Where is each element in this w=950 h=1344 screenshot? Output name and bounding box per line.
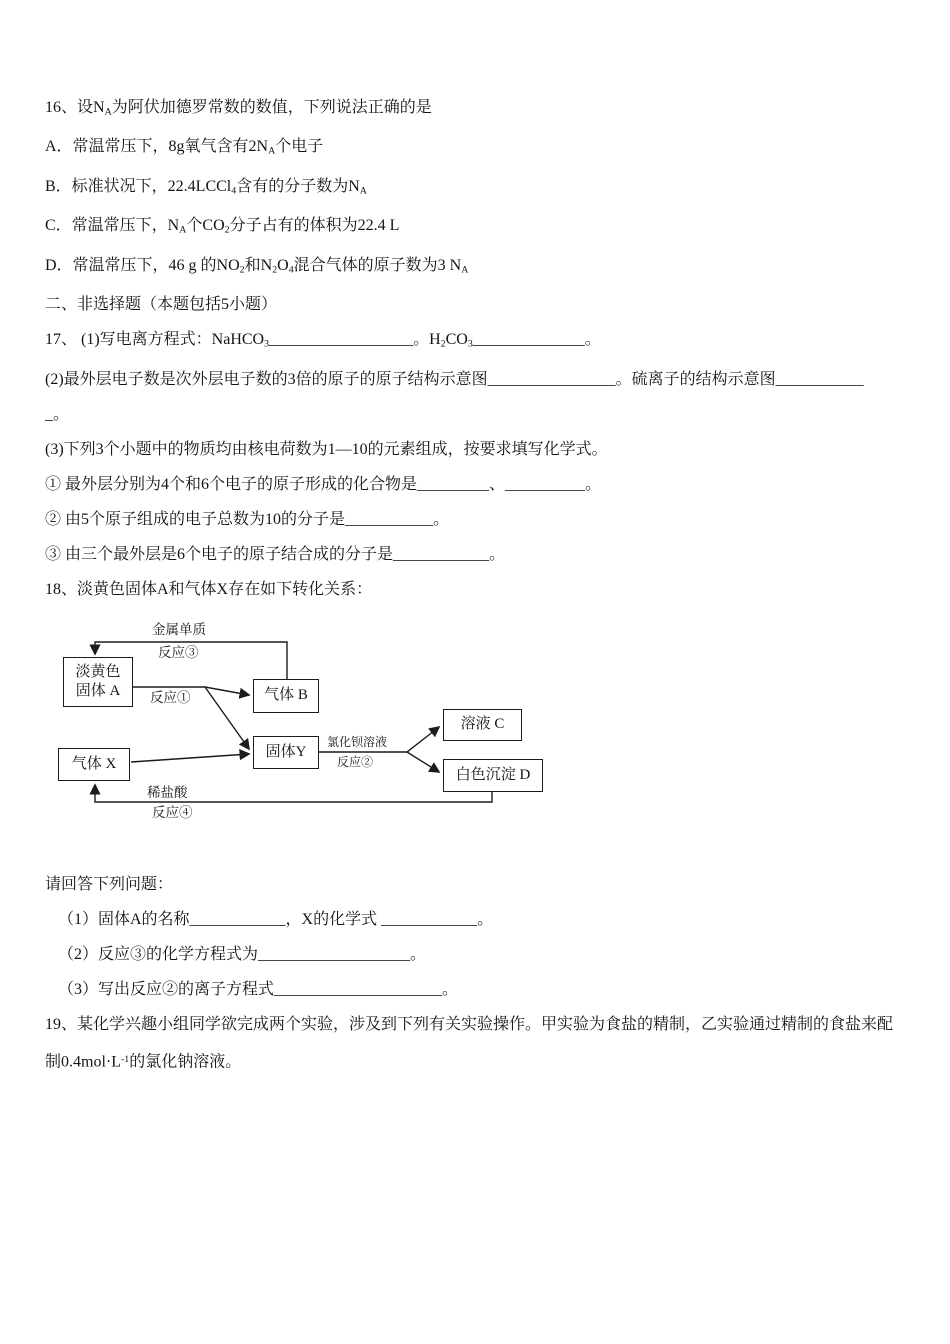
q17-item-3: ③ 由三个最外层是6个电子的原子结合成的分子是____________。 [45, 545, 506, 563]
q17-part2b: _。 [45, 405, 70, 423]
q18-stem: 18、淡黄色固体A和气体X存在如下转化关系： [45, 580, 373, 598]
diagram-box-gas-x: 气体 X [58, 748, 130, 781]
diagram-label-reaction-2: 反应② [337, 754, 374, 769]
diagram-label-metal: 金属单质 [152, 621, 206, 637]
q17-item-2: ② 由5个原子组成的电子总数为10的分子是___________。 [45, 510, 450, 528]
q18-conversion-diagram [55, 615, 575, 827]
diagram-label-reaction-3: 反应③ [158, 644, 199, 660]
diagram-label-reaction-1: 反应① [150, 689, 191, 705]
q17-part1: 17、 (1)写电离方程式：NaHCO$_3$__________________。$H_2CO_3\_\_\_\_\_\_\_\_\_\_\_\_\_\_$。 [45, 331, 601, 350]
diagram-box-gas-b: 气体 B [253, 679, 319, 713]
diagram-box-white-precipitate-d: 白色沉淀 D [443, 759, 543, 792]
q18-sub-3: （3）写出反应②的离子方程式_____________________。 [58, 980, 459, 998]
box-a-line2: 固体 A [75, 682, 121, 699]
q16-option-b: B．标准状况下，22.4LCCl$_4$含有的分子数为$N_A$ [45, 177, 367, 197]
q17-part3: (3)下列3个小题中的物质均由核电荷数为1—10的元素组成，按要求填写化学式。 [45, 440, 608, 458]
q16-stem: 16、设$N_A$为阿伏加德罗常数的数值，下列说法正确的是 [45, 99, 432, 118]
diagram-label-reaction-4: 反应④ [152, 804, 193, 820]
q18-sub-1: （1）固体A的名称____________，X的化学式 ____________。 [58, 910, 494, 928]
diagram-box-solid-y: 固体Y [253, 736, 319, 769]
q17-item-1: ① 最外层分别为4个和6个电子的原子形成的化合物是_________、__________。 [45, 475, 602, 493]
section2-header: 二、非选择题（本题包括5小题） [45, 296, 278, 314]
q18-prompt: 请回答下列问题： [45, 875, 174, 893]
q18-sub-2: （2）反应③的化学方程式为___________________。 [58, 945, 427, 963]
box-a-line1: 淡黄色 [75, 663, 121, 680]
q16-option-c: C．常温常压下，$N_A$个$CO_2$分子占有的体积为22.4 L [45, 217, 400, 236]
q17-part2a: (2)最外层电子数是次外层电子数的3倍的原子的原子结构示意图________________。硫离子的结构示意图___________ [45, 370, 864, 388]
q16-option-d: D．常温常压下，46 g 的$NO_2$和$N_2O_4$混合气体的原子数为3 $N_A$ [45, 256, 469, 276]
diagram-label-dilute-hcl: 稀盐酸 [147, 784, 188, 800]
diagram-box-pale-yellow-solid-a [63, 657, 133, 707]
diagram-box-solution-c: 溶液 C [443, 709, 522, 741]
diagram-label-barium-chloride: 氯化钡溶液 [327, 734, 388, 749]
q16-option-a: A．常温常压下，8g氧气含有$2N_A$个电子 [45, 138, 324, 157]
q19-stem: 19、某化学兴趣小组同学欲完成两个实验，涉及到下列有关实验操作。甲实验为食盐的精制，乙实验通过精制的食盐来配制$0.4mol\cdot L^{-1}$的氯化钠溶液。 [45, 1015, 894, 1071]
